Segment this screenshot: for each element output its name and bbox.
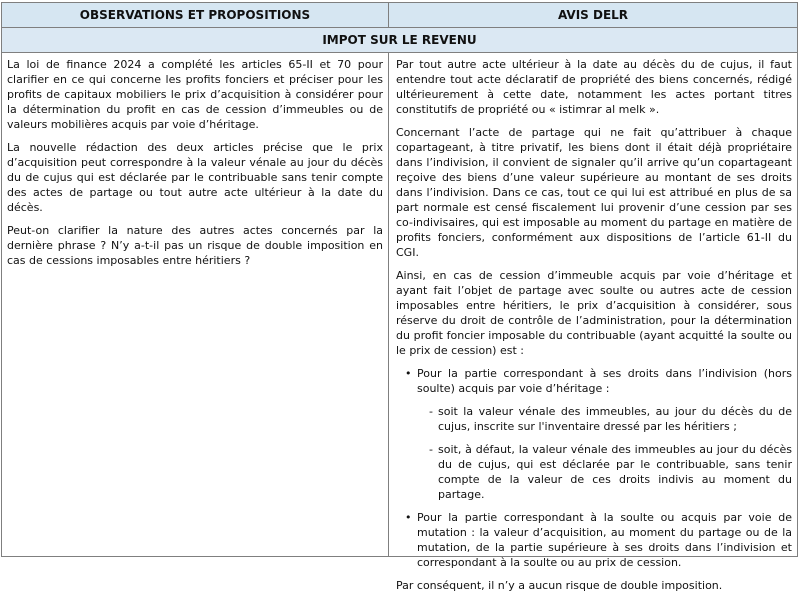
bullet-item-1 (396, 366, 792, 396)
header-observations: OBSERVATIONS ET PROPOSITIONS (2, 3, 389, 27)
dash-marker: - (429, 405, 433, 418)
table-body-row (1, 53, 798, 592)
bullet-marker: • (405, 511, 412, 524)
sub-item-1 (396, 404, 792, 434)
avis-paragraph-1: Par tout autre acte ultérieur à la date au décès du de cujus, il faut entendre tout acte déclaratif de propriété des biens concernés, rédigé ultérieurement à cette date, notamment les actes portant titres constitutifs de propriété ou « istimrar al melk ». (396, 58, 792, 116)
bullet-item-2 (396, 510, 792, 570)
observation-paragraph-3: Peut-on clarifier la nature des autres actes concernés par la dernière phrase ? N’y a-t-il pas un risque de double imposition en cas de cessions imposables entre héritiers ? (7, 224, 383, 267)
avis-paragraph-2: Concernant l’acte de partage qui ne fait qu’attribuer à chaque copartageant, à titre privatif, les biens dont il était déjà propriétaire dans l’indivision, il convient de signaler qu’il arrive qu’un copartageant reçoive des biens d’une valeur supérieure au montant de ses droits dans l’indivision. Dans ce cas, tout ce qui lui est attribué en plus de sa part normale est censé fiscalement lui provenir d’une cession par ses co-indivisaires, qui est imposable au moment du partage en matière de profits fonciers, conformément aux dispositions de l’article 61-II du CGI. (396, 126, 792, 259)
sub-text-1: soit la valeur vénale des immeubles, au jour du décès du de cujus, inscrite sur l'inventaire dressé par les héritiers ; (438, 405, 792, 433)
table-header-row (1, 2, 798, 28)
avis-paragraph-4: Par conséquent, il n’y a aucun risque de double imposition. (396, 579, 723, 592)
bullet-marker: • (405, 367, 412, 380)
observations-cell (2, 53, 389, 556)
avis-cell (389, 53, 797, 592)
bullet-text-2: Pour la partie correspondant à la soulte ou acquis par voie de mutation : la valeur d’acquisition, au moment du partage ou de la mutation, de la partie supérieure à ses droits dans l’indivision et correspondant à la soulte ou au prix de cession. (417, 511, 792, 569)
observation-paragraph-2: La nouvelle rédaction des deux articles précise que le prix d’acquisition peut correspondre à la valeur vénale au jour du décès du de cujus qui est déclarée par le contribuable sans tenir compte des actes de partage ou tout autre acte ultérieur à la date du décès. (7, 141, 383, 214)
dash-marker: - (429, 443, 433, 456)
header-avis-delr: AVIS DELR (557, 8, 629, 22)
bullet-text-1: Pour la partie correspondant à ses droits dans l’indivision (hors soulte) acquis par voie d’héritage : (417, 367, 792, 395)
section-title: IMPOT SUR LE REVENU (1, 28, 798, 53)
observation-paragraph-1: La loi de finance 2024 a complété les articles 65-II et 70 pour clarifier en ce qui concerne les profits fonciers et préciser pour les profits de capitaux mobiliers le prix d’acquisition à considérer pour la détermination du profit en cas de cession d’immeubles ou de valeurs mobilières acquis par voie d’héritage. (7, 58, 383, 131)
sub-text-2: soit, à défaut, la valeur vénale des immeubles au jour du décès du de cujus, qui est déclarée par le contribuable, sans tenir compte de la valeur de ces droits indivis au moment du partage. (438, 443, 792, 501)
observations-table (1, 2, 798, 592)
avis-paragraph-3: Ainsi, en cas de cession d’immeuble acquis par voie d’héritage et ayant fait l’objet de partage avec soulte ou autres acte de cession imposables entre héritiers, le prix d’acquisition à considérer, sous réserve du droit de contrôle de l’administration, pour la détermination du profit foncier imposable du contribuable (ayant acquitté la soulte ou le prix de cession) est : (396, 269, 792, 357)
sub-item-2 (396, 442, 792, 502)
